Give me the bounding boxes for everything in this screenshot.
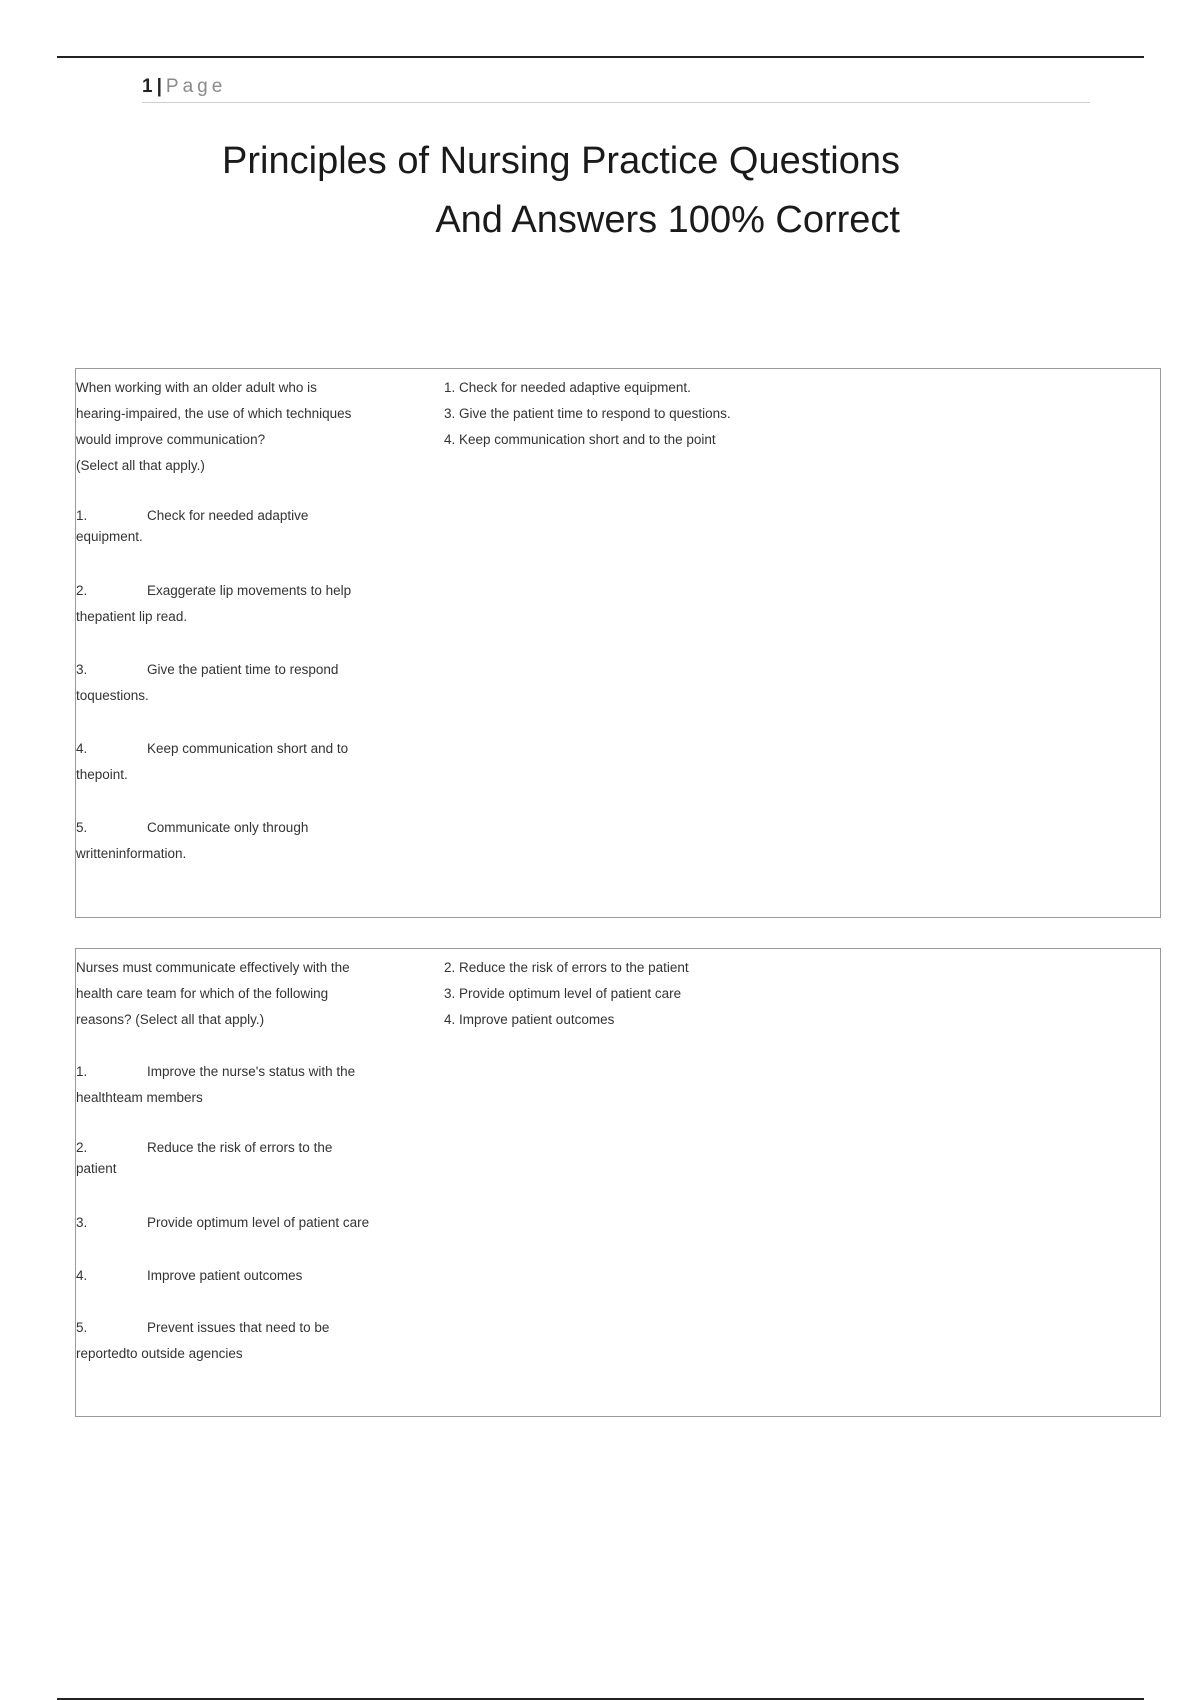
option-number: 2. [76,1140,88,1155]
title-line-1: Principles of Nursing Practice Questions [222,140,900,182]
option-number: 5. [76,1320,88,1335]
option-number: 5. [76,820,88,835]
question-1-stem [76,375,386,479]
answer-item: 4. Improve patient outcomes [444,1012,615,1027]
question-2-option-4 [76,1263,386,1289]
option-text-continued: healthteam members [76,1090,203,1105]
option-text: Improve patient outcomes [147,1268,303,1283]
question-2 [76,955,386,1367]
option-text: Improve the nurse's status with the [147,1064,356,1079]
stem-line: health care team for which of the following [76,986,329,1001]
option-text: Give the patient time to respond [147,662,339,677]
document-title [180,132,900,250]
option-text: Provide optimum level of patient care [147,1215,370,1230]
stem-line: would improve communication? [76,432,266,447]
question-1 [76,375,386,867]
answer-1 [444,375,1044,453]
option-text: Keep communication short and to [147,741,349,756]
option-text: Exaggerate lip movements to help [147,583,352,598]
option-text-continued: writteninformation. [76,846,187,861]
stem-line: Nurses must communicate effectively with the [76,960,350,975]
answer-2 [444,955,1044,1033]
option-text-continued: equipment. [76,529,143,544]
question-2-option-5 [76,1315,386,1367]
question-1-option-4 [76,736,386,788]
stem-line: reasons? (Select all that apply.) [76,1012,265,1027]
question-1-option-1 [76,505,386,547]
answer-item: 1. Check for needed adaptive equipment. [444,380,691,395]
question-2-option-1 [76,1059,386,1111]
qa-block-2 [75,948,1161,1417]
title-line-2: And Answers 100% Correct [435,199,900,241]
option-text: Check for needed adaptive [147,508,309,523]
stem-line: (Select all that apply.) [76,458,205,473]
question-2-stem [76,955,382,1033]
answer-item: 2. Reduce the risk of errors to the patient [444,960,689,975]
option-number: 1. [76,1064,88,1079]
page-separator: | [156,76,162,97]
stem-line: hearing-impaired, the use of which techniques [76,406,352,421]
qa-block-1 [75,368,1161,918]
page-header [142,72,1090,103]
page-word: Page [165,76,227,97]
option-number: 1. [76,508,88,523]
option-text-continued: thepatient lip read. [76,609,188,624]
answer-item: 4. Keep communication short and to the point [444,432,716,447]
option-number: 3. [76,1215,88,1230]
question-2-option-2 [76,1137,386,1179]
option-number: 2. [76,583,88,598]
page-number: 1 [142,76,153,97]
option-text-continued: reportedto outside agencies [76,1346,243,1361]
answer-item: 3. Provide optimum level of patient care [444,986,682,1001]
option-number: 4. [76,741,88,756]
option-number: 3. [76,662,88,677]
top-rule [57,56,1144,58]
question-1-option-5 [76,815,386,867]
option-text-continued: patient [76,1161,117,1176]
option-number: 4. [76,1268,88,1283]
question-2-option-3 [76,1210,386,1236]
answer-item: 3. Give the patient time to respond to questions. [444,406,731,421]
option-text-continued: toquestions. [76,688,149,703]
option-text: Communicate only through [147,820,309,835]
stem-line: When working with an older adult who is [76,380,317,395]
option-text: Reduce the risk of errors to the [147,1140,333,1155]
question-1-option-3 [76,657,386,709]
option-text-continued: thepoint. [76,767,128,782]
question-1-option-2 [76,578,386,630]
option-text: Prevent issues that need to be [147,1320,330,1335]
